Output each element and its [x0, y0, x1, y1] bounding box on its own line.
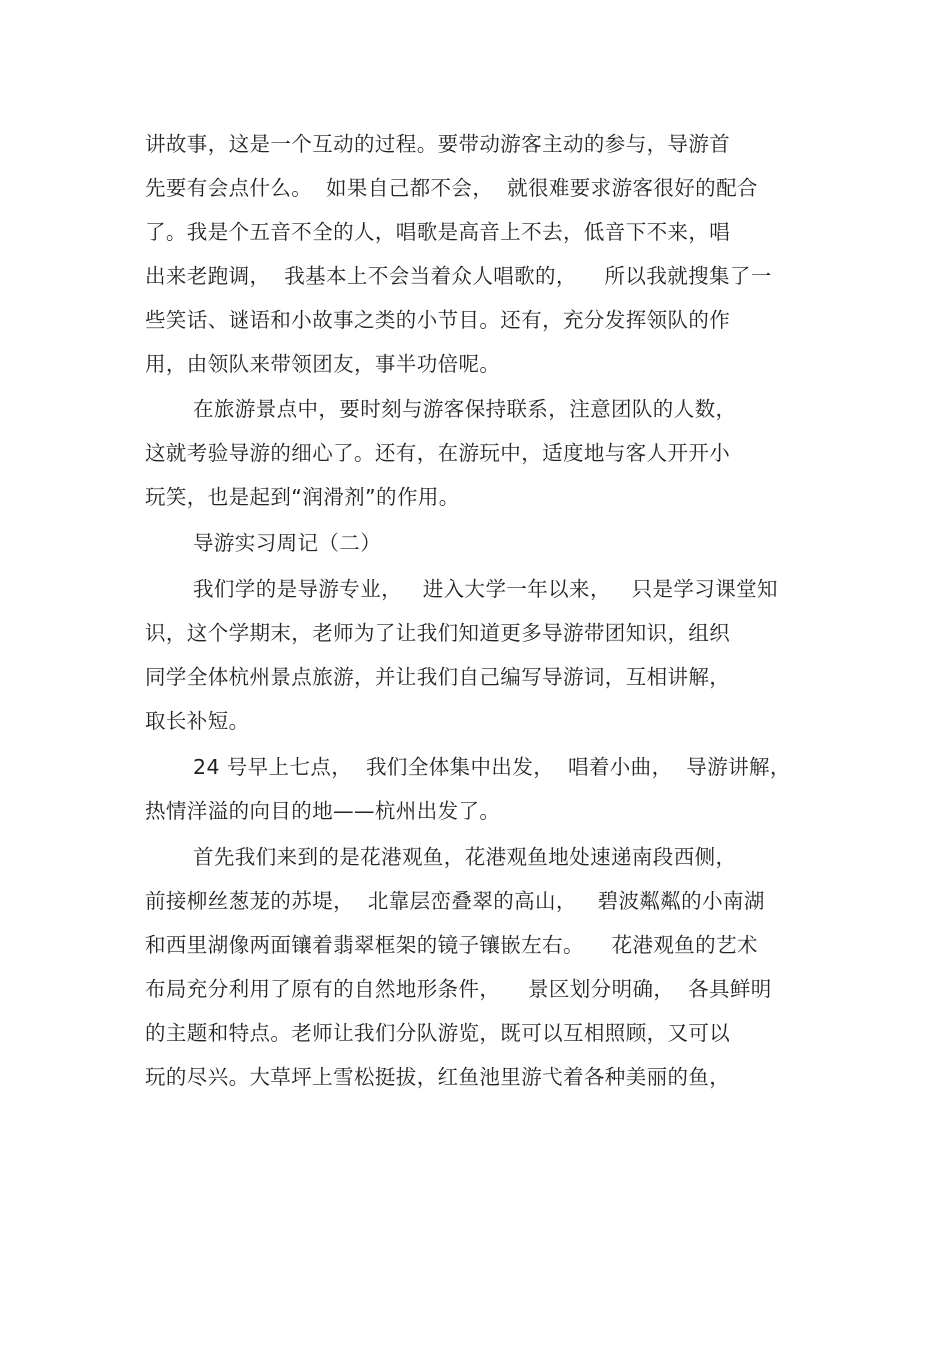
paragraph-start-line: 24 号早上七点， 我们全体集中出发， 唱着小曲， 导游讲解，: [193, 755, 791, 779]
text-line: 取长补短。: [145, 709, 250, 733]
section-heading: 导游实习周记（二）: [193, 531, 382, 555]
text-line: 热情洋溢的向目的地——杭州出发了。: [145, 799, 501, 823]
text-line: 识，这个学期末，老师为了让我们知道更多导游带团知识，组织: [145, 621, 731, 645]
text-line: 些笑话、谜语和小故事之类的小节目。还有，充分发挥领队的作: [145, 308, 731, 332]
text-line: 讲故事，这是一个互动的过程。要带动游客主动的参与，导游首: [145, 132, 731, 156]
text-line: 的主题和特点。老师让我们分队游览，既可以互相照顾，又可以: [145, 1021, 731, 1045]
text-line: 布局充分利用了原有的自然地形条件， 景区划分明确， 各具鲜明: [145, 977, 772, 1001]
text-line: 这就考验导游的细心了。还有，在游玩中，适度地与客人开开小: [145, 441, 731, 465]
text-line: 和西里湖像两面镶着翡翠框架的镜子镶嵌左右。 花港观鱼的艺术: [145, 933, 758, 957]
text-line: 玩笑，也是起到“润滑剂”的作用。: [145, 485, 460, 509]
text-line: 前接柳丝葱茏的苏堤， 北靠层峦叠翠的高山， 碧波粼粼的小南湖: [145, 889, 765, 913]
paragraph-start-line: 在旅游景点中，要时刻与游客保持联系，注意团队的人数，: [193, 397, 737, 421]
text-line: 先要有会点什么。 如果自己都不会， 就很难要求游客很好的配合: [145, 176, 758, 200]
paragraph-start-line: 我们学的是导游专业， 进入大学一年以来， 只是学习课堂知: [193, 577, 778, 601]
text-line: 出来老跑调， 我基本上不会当着众人唱歌的， 所以我就搜集了一: [145, 264, 772, 288]
text-line: 用，由领队来带领团友，事半功倍呢。: [145, 352, 501, 376]
paragraph-start-line: 首先我们来到的是花港观鱼，花港观鱼地处速递南段西侧，: [193, 845, 737, 869]
text-line: 玩的尽兴。大草坪上雪松挺拔，红鱼池里游弋着各种美丽的鱼，: [145, 1065, 731, 1089]
text-line: 同学全体杭州景点旅游，并让我们自己编写导游词，互相讲解，: [145, 665, 731, 689]
text-line: 了。我是个五音不全的人，唱歌是高音上不去，低音下不来，唱: [145, 220, 731, 244]
